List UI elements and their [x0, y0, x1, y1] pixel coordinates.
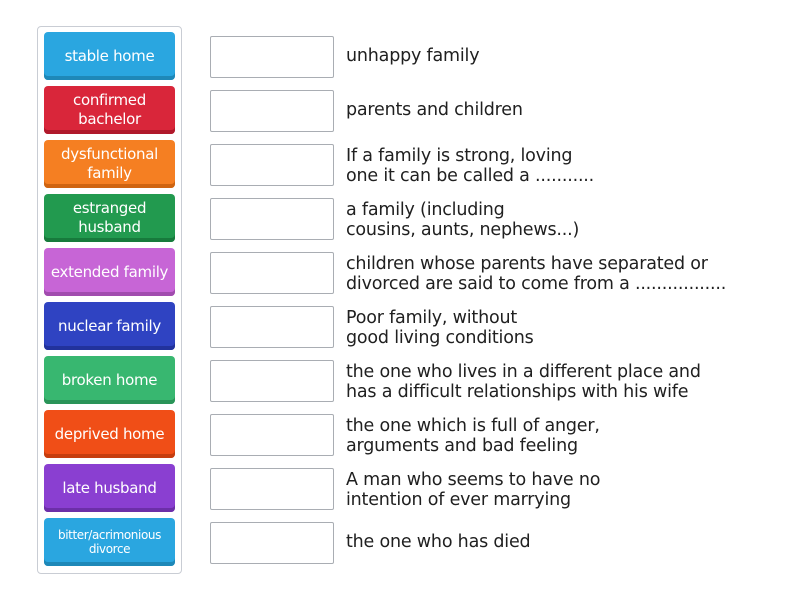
word-tile[interactable]: broken home: [44, 356, 175, 404]
answer-slot[interactable]: [210, 468, 334, 510]
answer-slot[interactable]: [210, 90, 334, 132]
word-tile[interactable]: stable home: [44, 32, 175, 80]
answer-slot[interactable]: [210, 522, 334, 564]
clue-text: the one who has died: [346, 532, 531, 552]
answer-slot[interactable]: [210, 144, 334, 186]
clue-text: the one who lives in a different place and has a difficult relationships with his wife: [346, 362, 701, 402]
clue-text: unhappy family: [346, 46, 480, 66]
word-tile[interactable]: confirmed bachelor: [44, 86, 175, 134]
clue-text: children whose parents have separated or divorced are said to come from a .................: [346, 254, 727, 294]
answer-slot[interactable]: [210, 306, 334, 348]
answer-slot[interactable]: [210, 360, 334, 402]
clue-text: A man who seems to have no intention of ever marrying: [346, 470, 601, 510]
clue-text: a family (including cousins, aunts, nephews...): [346, 200, 580, 240]
answer-slot[interactable]: [210, 198, 334, 240]
word-tile[interactable]: extended family: [44, 248, 175, 296]
clue-text: the one which is full of anger, arguments and bad feeling: [346, 416, 600, 456]
word-tile[interactable]: nuclear family: [44, 302, 175, 350]
clue-text: If a family is strong, loving one it can be called a ...........: [346, 146, 595, 186]
clue-text: Poor family, without good living conditions: [346, 308, 534, 348]
answer-slot[interactable]: [210, 252, 334, 294]
word-tile[interactable]: dysfunctional family: [44, 140, 175, 188]
word-tile[interactable]: estranged husband: [44, 194, 175, 242]
answer-slot[interactable]: [210, 36, 334, 78]
answer-slot[interactable]: [210, 414, 334, 456]
clue-text: parents and children: [346, 100, 523, 120]
word-tile[interactable]: late husband: [44, 464, 175, 512]
word-tile[interactable]: bitter/acrimonious divorce: [44, 518, 175, 566]
word-tile[interactable]: deprived home: [44, 410, 175, 458]
